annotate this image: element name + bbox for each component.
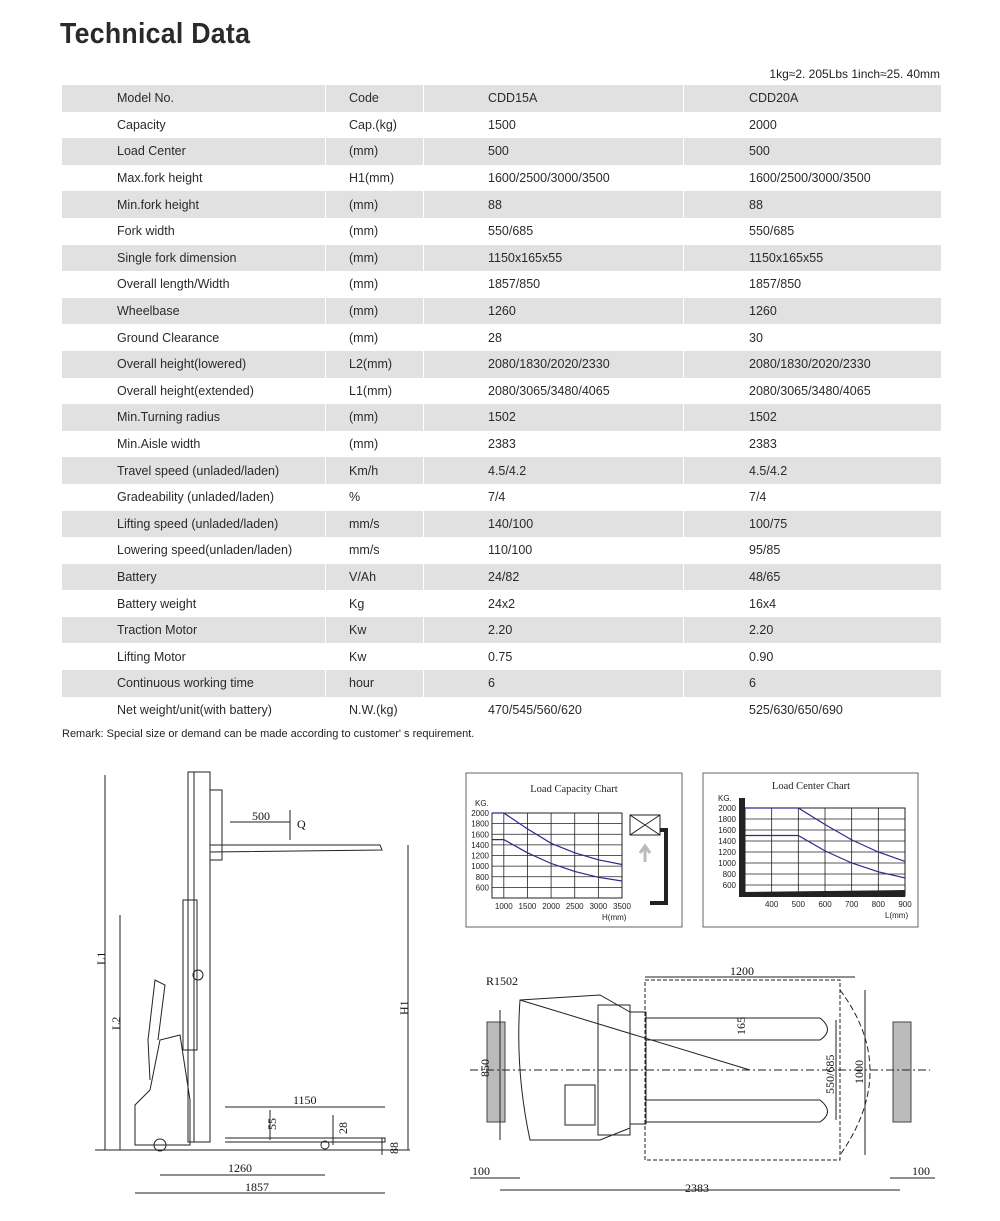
cdd20a-value: 500 <box>683 138 941 165</box>
cdd15a-value: 1150x165x55 <box>423 245 683 272</box>
cdd20a-value: 6 <box>683 670 941 697</box>
cdd15a-value: CDD15A <box>423 85 683 112</box>
dim-left-gap: 100 <box>472 1164 490 1178</box>
dim-pallet-width: 1000 <box>852 1060 866 1084</box>
cdd20a-value: 2.20 <box>683 617 941 644</box>
parameter-name: Ground Clearance <box>117 330 220 345</box>
y-tick-label: 2000 <box>471 809 489 818</box>
code: V/Ah <box>325 564 423 591</box>
dim-load-center: 500 <box>252 809 270 823</box>
code: Cap.(kg) <box>325 112 423 139</box>
y-tick-label: 1600 <box>718 826 736 835</box>
cdd20a-value: 1857/850 <box>683 271 941 298</box>
x-tick-label: 2500 <box>565 902 584 911</box>
parameter-name: Fork width <box>117 224 175 239</box>
code: mm/s <box>325 537 423 564</box>
y-tick-label: 1000 <box>471 862 489 872</box>
cdd15a-value: 550/685 <box>423 218 683 245</box>
code: (mm) <box>325 324 423 351</box>
parameter-name: Lifting speed (unladed/laden) <box>117 516 279 531</box>
y-tick-label: 1200 <box>718 848 736 857</box>
load-capacity-chart <box>466 773 682 927</box>
cdd20a-value: 1502 <box>683 404 941 431</box>
x-tick-label: 3500 <box>613 902 631 911</box>
code: (mm) <box>325 218 423 245</box>
dim-overall-width: 850 <box>478 1059 492 1077</box>
page-title: Technical Data <box>60 18 251 50</box>
dim-ground-clearance: 28 <box>336 1122 350 1134</box>
cdd20a-value: 88 <box>683 191 941 218</box>
cdd20a-value: 30 <box>683 324 941 351</box>
code: hour <box>325 670 423 697</box>
y-tick-label: 1800 <box>471 819 489 829</box>
dim-fork-thickness: 55 <box>265 1118 279 1130</box>
parameter-name: Min.Aisle width <box>117 437 201 452</box>
x-tick-label: 500 <box>791 900 806 909</box>
dim-right-gap: 100 <box>912 1164 930 1178</box>
cdd15a-value: 24/82 <box>423 564 683 591</box>
y-tick-label: 600 <box>475 883 489 893</box>
cdd20a-value: 1260 <box>683 298 941 325</box>
dim-overall-length: 1857 <box>245 1180 269 1194</box>
cdd20a-value: 550/685 <box>683 218 941 245</box>
dim-l2: L2 <box>109 1016 123 1030</box>
cdd15a-value: 28 <box>423 324 683 351</box>
parameter-name: Net weight/unit(with battery) <box>117 702 272 717</box>
code: H1(mm) <box>325 165 423 192</box>
cdd15a-value: 500 <box>423 138 683 165</box>
y-tick-label: 1400 <box>718 837 736 846</box>
unit-conversion-note: 1kg≈2. 205Lbs 1inch≈25. 40mm <box>769 67 940 81</box>
parameter-name: Model No. <box>117 91 174 106</box>
cdd15a-value: 6 <box>423 670 683 697</box>
chart-title: Load Capacity Chart <box>530 784 618 795</box>
parameter-name: Capacity <box>117 117 166 132</box>
parameter-name: Min.fork height <box>117 197 199 212</box>
y-tick-label: 1000 <box>718 859 736 868</box>
x-tick-label: 600 <box>818 900 832 909</box>
parameter-name: Lifting Motor <box>117 649 186 664</box>
cdd15a-value: 2383 <box>423 431 683 458</box>
parameter-name: Traction Motor <box>117 623 198 638</box>
cdd20a-value: CDD20A <box>683 85 941 112</box>
code: (mm) <box>325 271 423 298</box>
y-tick-label: 1400 <box>471 840 489 850</box>
x-tick-label: 1500 <box>518 902 537 911</box>
parameter-name: Travel speed (unladed/laden) <box>117 463 280 478</box>
chart-title: Load Center Chart <box>771 781 851 792</box>
parameter-name: Min.Turning radius <box>117 410 221 425</box>
parameter-name: Single fork dimension <box>117 250 237 265</box>
dim-fork-width: 165 <box>734 1017 748 1035</box>
y-axis-label: KG. <box>718 794 732 803</box>
code: (mm) <box>325 404 423 431</box>
cdd15a-value: 470/545/560/620 <box>423 697 683 724</box>
code: Kw <box>325 643 423 670</box>
parameter-name: Wheelbase <box>117 304 180 319</box>
load-q-label: Q <box>297 817 306 831</box>
code: L2(mm) <box>325 351 423 378</box>
cdd15a-value: 4.5/4.2 <box>423 457 683 484</box>
cdd20a-value: 2080/3065/3480/4065 <box>683 378 941 405</box>
x-axis-label: L(mm) <box>885 911 909 920</box>
parameter-name: Lowering speed(unladen/laden) <box>117 543 293 558</box>
cdd20a-value: 16x4 <box>683 590 941 617</box>
dim-fork-spread: 550/685 <box>823 1054 837 1094</box>
dim-wheelbase: 1260 <box>228 1161 252 1175</box>
cdd20a-value: 4.5/4.2 <box>683 457 941 484</box>
code: (mm) <box>325 431 423 458</box>
x-tick-label: 900 <box>898 900 912 909</box>
cdd15a-value: 1600/2500/3000/3500 <box>423 165 683 192</box>
dim-h1: H1 <box>397 1000 411 1015</box>
y-tick-label: 1200 <box>471 851 489 861</box>
cdd20a-value: 525/630/650/690 <box>683 697 941 724</box>
remark-text: Remark: Special size or demand can be made according to customer' s requirement. <box>62 728 475 740</box>
code: Code <box>325 85 423 112</box>
y-tick-label: 800 <box>722 870 736 879</box>
dim-top-fork-length: 1200 <box>730 964 754 978</box>
code: (mm) <box>325 245 423 272</box>
x-tick-label: 1000 <box>494 902 513 911</box>
cdd20a-value: 7/4 <box>683 484 941 511</box>
cdd15a-value: 0.75 <box>423 643 683 670</box>
dim-fork-length: 1150 <box>293 1093 317 1107</box>
parameter-name: Overall length/Width <box>117 277 230 292</box>
parameter-name: Battery <box>117 569 157 584</box>
x-tick-label: 800 <box>871 900 886 909</box>
load-center-chart <box>703 773 918 927</box>
code: % <box>325 484 423 511</box>
cdd15a-value: 88 <box>423 191 683 218</box>
cdd15a-value: 2080/3065/3480/4065 <box>423 378 683 405</box>
y-tick-label: 800 <box>475 872 489 882</box>
cdd20a-value: 2000 <box>683 112 941 139</box>
parameter-name: Max.fork height <box>117 171 203 186</box>
dim-l1: L1 <box>94 951 108 965</box>
parameter-name: Battery weight <box>117 596 197 611</box>
cdd15a-value: 2.20 <box>423 617 683 644</box>
cdd15a-value: 2080/1830/2020/2330 <box>423 351 683 378</box>
code: (mm) <box>325 191 423 218</box>
cdd15a-value: 1260 <box>423 298 683 325</box>
code: Kw <box>325 617 423 644</box>
parameter-name: Continuous working time <box>117 676 254 691</box>
code: Kg <box>325 590 423 617</box>
code: L1(mm) <box>325 378 423 405</box>
cdd15a-value: 110/100 <box>423 537 683 564</box>
cdd20a-value: 1150x165x55 <box>683 245 941 272</box>
code: (mm) <box>325 138 423 165</box>
x-tick-label: 2000 <box>542 902 560 911</box>
code: mm/s <box>325 511 423 538</box>
x-tick-label: 700 <box>844 900 859 909</box>
cdd20a-value: 2080/1830/2020/2330 <box>683 351 941 378</box>
dim-turning-radius: R1502 <box>486 974 519 988</box>
cdd20a-value: 100/75 <box>683 511 941 538</box>
dim-min-fork-height: 88 <box>387 1142 401 1154</box>
cdd15a-value: 1502 <box>423 404 683 431</box>
y-tick-label: 1600 <box>471 830 489 840</box>
parameter-name: Load Center <box>117 144 186 159</box>
cdd20a-value: 2383 <box>683 431 941 458</box>
cdd20a-value: 1600/2500/3000/3500 <box>683 165 941 192</box>
x-axis-label: H(mm) <box>602 913 627 922</box>
cdd15a-value: 1857/850 <box>423 271 683 298</box>
cdd20a-value: 95/85 <box>683 537 941 564</box>
y-tick-label: 1800 <box>718 815 736 824</box>
dim-aisle-width: 2383 <box>685 1181 709 1195</box>
cdd15a-value: 24x2 <box>423 590 683 617</box>
cdd15a-value: 140/100 <box>423 511 683 538</box>
code: (mm) <box>325 298 423 325</box>
y-tick-label: 600 <box>722 881 736 890</box>
parameter-name: Overall height(extended) <box>117 383 254 398</box>
y-axis-label: KG. <box>475 799 489 808</box>
y-tick-label: 2000 <box>718 804 736 813</box>
parameter-name: Gradeability (unladed/laden) <box>117 490 275 505</box>
side-view-drawing <box>95 772 410 1193</box>
cdd20a-value: 48/65 <box>683 564 941 591</box>
code: N.W.(kg) <box>325 697 423 724</box>
cdd15a-value: 7/4 <box>423 484 683 511</box>
x-tick-label: 400 <box>764 900 779 909</box>
cdd15a-value: 1500 <box>423 112 683 139</box>
code: Km/h <box>325 457 423 484</box>
parameter-name: Overall height(lowered) <box>117 357 247 372</box>
cdd20a-value: 0.90 <box>683 643 941 670</box>
x-tick-label: 3000 <box>589 902 608 911</box>
